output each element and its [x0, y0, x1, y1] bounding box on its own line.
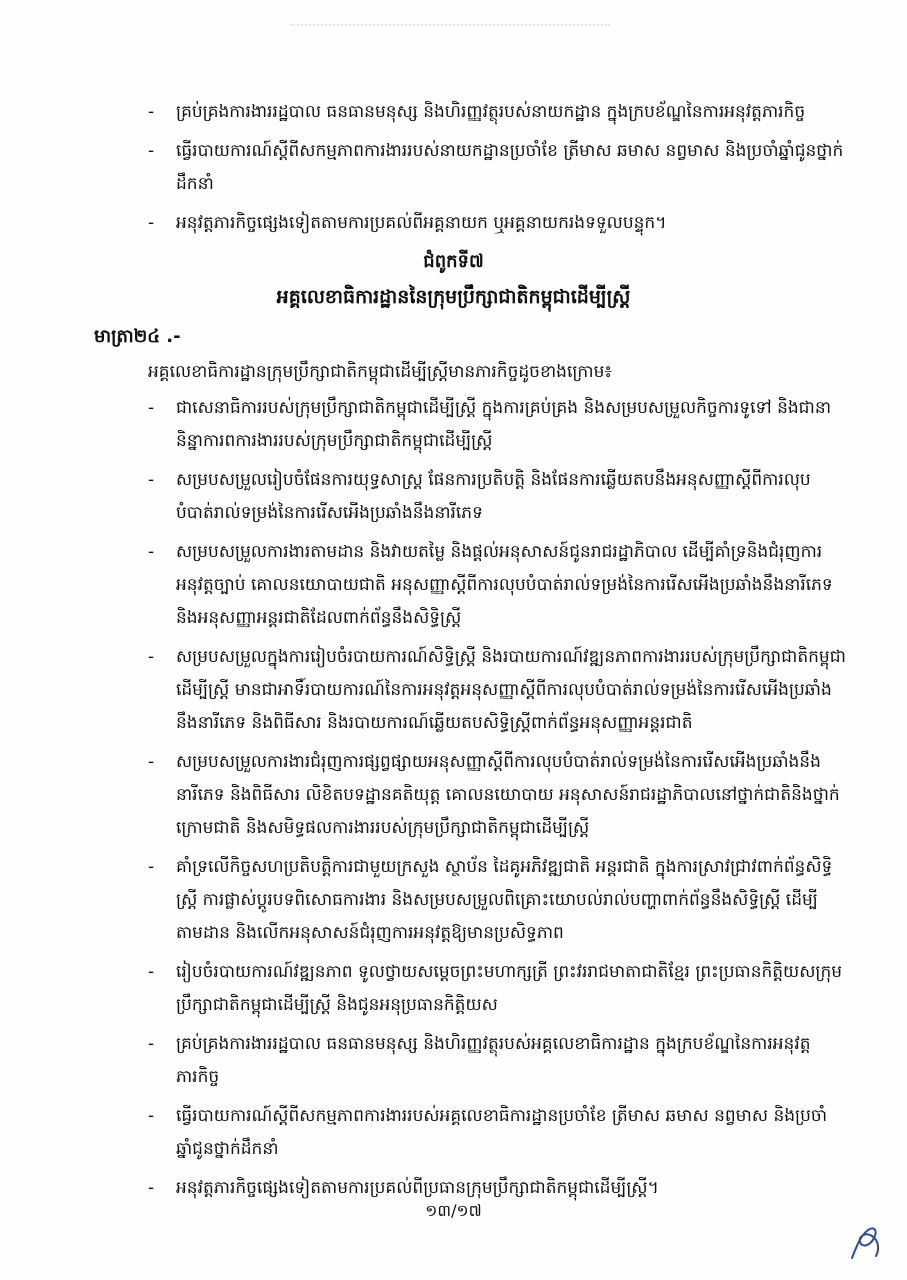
bullet-dash: - [148, 647, 155, 667]
list-item [0, 956, 907, 1022]
list-item [0, 464, 907, 530]
bullet-dash: - [148, 1106, 155, 1126]
list-item [0, 641, 907, 740]
article-intro: អគ្គលេខាធិការដ្ឋានក្រុមប្រឹក្សាជាតិកម្ពុជាដើម្បីស្ត្រីមានភារកិច្ចដូចខាងក្រោម៖ [148, 362, 612, 382]
list-item [0, 207, 907, 240]
list-item-text: សម្របសម្រួលរៀបចំផែនការយុទ្ធសាស្ត្រ ផែនការប្រតិបត្តិ និងផែនការឆ្លើយតបនឹងអនុសញ្ញាស្តីពីការលុបបំបាត់រាល់ទម្រង់នៃការរើសអើងប្រឆាំងនឹងនារីភេទ [176, 470, 811, 523]
list-item-text: អនុវត្តភារកិច្ចផ្សេងទៀតតាមការប្រគល់ពីប្រធានក្រុមប្រឹក្សាជាតិកម្ពុជាដើម្បីស្ត្រី។ [176, 1178, 659, 1198]
page-number: ១៣/១៧ [425, 1201, 482, 1220]
list-item [0, 1028, 907, 1094]
document-body [0, 96, 907, 1211]
bullet-dash: - [148, 962, 155, 982]
list-item [0, 96, 907, 129]
bullet-dash: - [148, 102, 155, 122]
bullet-dash: - [148, 398, 155, 418]
faded-header-mark [290, 10, 610, 26]
list-item-text: ធ្វើរបាយការណ៍ស្តីពីសកម្មភាពការងាររបស់នាយកដ្ឋានប្រចាំខែ ត្រីមាស ឆមាស នព្វមាស និងប្រចាំឆ្នាំជូនថ្នាក់ដឹកនាំ [176, 141, 844, 194]
list-item [0, 746, 907, 845]
list-item-text: ជាសេនាធិការរបស់ក្រុមប្រឹក្សាជាតិកម្ពុជាដើម្បីស្ត្រី ក្នុងការគ្រប់គ្រង និងសម្របសម្រួលកិច្ចការទូទៅ និងជានានិន្នាការពការងាររបស់ក្រុមប្រឹក្សាជាតិកម្ពុជាដើម្បីស្ត្រី [176, 398, 832, 451]
chapter-title: អគ្គលេខាធិការដ្ឋាននៃក្រុមប្រឹក្សាជាតិកម្ពុជាដើម្បីស្ត្រី [276, 286, 631, 308]
list-item-text: ធ្វើរបាយការណ៍ស្តីពីសកម្មភាពការងាររបស់អគ្គលេខាធិការដ្ឋានប្រចាំខែ ត្រីមាស ឆមាស នព្វមាស និងប្រចាំឆ្នាំជូនថ្នាក់ដឹកនាំ [176, 1106, 828, 1159]
list-item-text: អនុវត្តភារកិច្ចផ្សេងទៀតតាមការប្រគល់ពីអគ្គនាយក ឬអគ្គនាយករងទទួលបន្ទុក។ [176, 213, 667, 233]
list-item [0, 1100, 907, 1166]
bullet-dash: - [148, 213, 155, 233]
list-item [0, 851, 907, 950]
bullet-dash: - [148, 752, 155, 772]
list-item-text: រៀបចំរបាយការណ៍វឌ្ឍនភាព ទូលថ្វាយសម្តេចព្រះមហាក្សត្រី ព្រះវររាជមាតាជាតិខ្មែរ ព្រះប្រធានកិត្តិយសក្រុមប្រឹក្សាជាតិកម្ពុជាដើម្បីស្ត្រី និងជូនអនុប្រធានកិត្តិយស [176, 962, 843, 1015]
bullet-dash: - [148, 1034, 155, 1054]
chapter-number: ជំពូកទី៧ [423, 251, 484, 272]
bullet-dash: - [148, 542, 155, 562]
list-item [0, 392, 907, 458]
list-item-text: គាំទ្រលើកិច្ចសហប្រតិបត្តិការជាមួយក្រសួង ស្ថាប័ន ដៃគូអភិវឌ្ឍជាតិ អន្តរជាតិ ក្នុងការស្រាវជ្រាវពាក់ព័ន្ធសិទ្ធិស្ត្រី ការផ្លាស់ប្តូរបទពិសោធការងារ និងសម្របសម្រួលពិគ្រោះយោបល់រាល់បញ្ហាពាក់ព័ន្ធនឹងសិទ្ធិស្ត្រី ដើម្បីតាមដាន និងលើកអនុសាសន៍ជំរុញការអនុវត្តឱ្យមានប្រសិទ្ធភាព [176, 857, 833, 943]
list-item-text: សម្របសម្រួលក្នុងការរៀបចំរបាយការណ៍សិទ្ធិស្ត្រី និងរបាយការណ៍វឌ្ឍនភាពការងាររបស់ក្រុមប្រឹក្សាជាតិកម្ពុជាដើម្បីស្ត្រី មានជាអាទិ៍របាយការណ៍នៃការអនុវត្តអនុសញ្ញាស្តីពីការលុបបំបាត់រាល់ទម្រង់នៃការរើសអើងប្រឆាំងនឹងនារីភេទ និងពិធីសារ និងរបាយការណ៍ឆ្លើយតបសិទ្ធិស្ត្រីពាក់ព័ន្ធអនុសញ្ញាអន្តរជាតិ [176, 647, 846, 733]
bullet-dash: - [148, 470, 155, 490]
list-item-text: គ្រប់គ្រងការងាររដ្ឋបាល ធនធានមនុស្ស និងហិរញ្ញវត្ថុរបស់នាយកដ្ឋាន ក្នុងក្របខ័ណ្ឌនៃការអនុវត្តភារកិច្ច [176, 102, 806, 122]
list-item-text: សម្របសម្រួលការងារតាមដាន និងវាយតម្លៃ និងផ្តល់អនុសាសន៍ជូនរាជរដ្ឋាភិបាល ដើម្បីគាំទ្រនិងជំរុញការអនុវត្តច្បាប់ គោលនយោបាយជាតិ អនុសញ្ញាស្តីពីការលុបបំបាត់រាល់ទម្រង់នៃការរើសអើងប្រឆាំងនឹងនារីភេទ និងអនុសញ្ញាអន្តរជាតិដែលពាក់ព័ន្ធនឹងសិទ្ធិស្ត្រី [176, 542, 833, 628]
list-item-text: សម្របសម្រួលការងារជំរុញការផ្សព្វផ្សាយអនុសញ្ញាស្តីពីការលុបបំបាត់រាល់ទម្រង់នៃការរើសអើងប្រឆាំងនឹងនារីភេទ និងពិធីសារ លិខិតបទដ្ឋានគតិយុត្ត គោលនយោបាយ អនុសាសន៍រាជរដ្ឋាភិបាលនៅថ្នាក់ជាតិនិងថ្នាក់ក្រោមជាតិ និងសមិទ្ធផលការងាររបស់ក្រុមប្រឹក្សាជាតិកម្ពុជាដើម្បីស្ត្រី [176, 752, 840, 838]
article-heading: មាត្រា២៤ .- [94, 326, 181, 347]
list-item [0, 135, 907, 201]
bullet-dash: - [148, 141, 155, 161]
list-item [0, 536, 907, 635]
bullet-dash: - [148, 1178, 155, 1198]
handwritten-initial-mark [846, 1218, 886, 1266]
bullet-dash: - [148, 857, 155, 877]
list-item-text: គ្រប់គ្រងការងាររដ្ឋបាល ធនធានមនុស្ស និងហិរញ្ញវត្ថុរបស់អគ្គលេខាធិការដ្ឋាន ក្នុងក្របខ័ណ្ឌនៃការអនុវត្តភារកិច្ច [176, 1034, 811, 1087]
